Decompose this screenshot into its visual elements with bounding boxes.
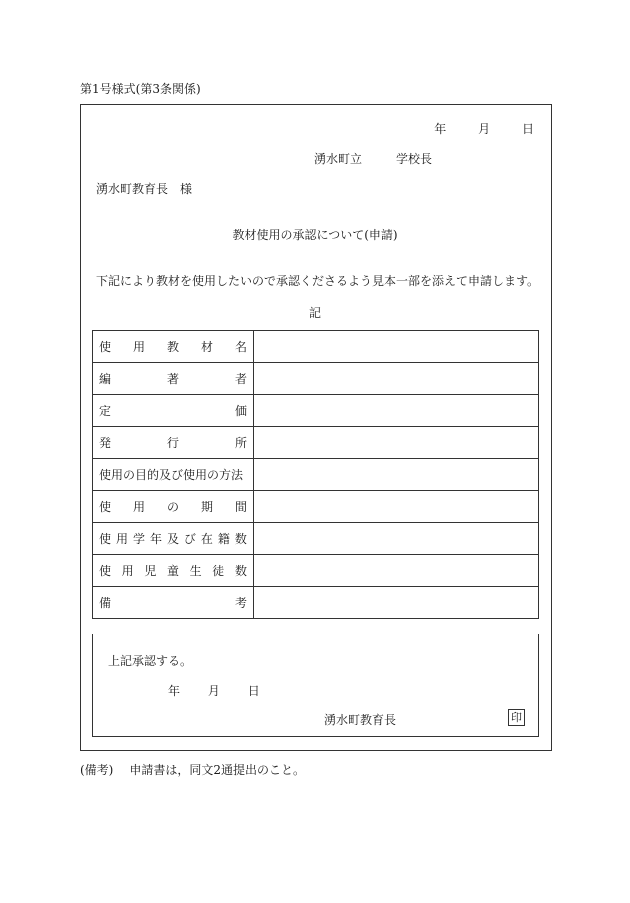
- row-value-field[interactable]: [254, 555, 539, 587]
- row-label: [93, 459, 254, 491]
- row-value-field[interactable]: [254, 523, 539, 555]
- row-label-char: 名: [234, 340, 247, 354]
- row-label-char: 在: [200, 532, 213, 546]
- row-label-char: 及: [166, 532, 179, 546]
- row-label: [93, 555, 254, 587]
- approver-name: 湧水町教育長: [324, 713, 397, 727]
- application-date: [406, 120, 534, 137]
- approval-month-label: 月: [207, 684, 220, 698]
- table-row: [93, 427, 539, 459]
- row-label-char: 数: [234, 532, 247, 546]
- row-label-char: 行: [166, 436, 179, 450]
- table-row: [93, 555, 539, 587]
- row-label-char: 使: [99, 340, 112, 354]
- table-row: [93, 459, 539, 491]
- row-label-char: 数: [234, 564, 247, 578]
- table-row: [93, 587, 539, 619]
- approval-year-label: 年: [168, 684, 181, 698]
- row-label-char: 材: [200, 340, 213, 354]
- month-label: 月: [478, 122, 491, 136]
- row-label-char: 用: [132, 500, 145, 514]
- remarks-label: (備考): [80, 763, 114, 777]
- table-row: [93, 363, 539, 395]
- approval-day-label: 日: [247, 684, 260, 698]
- table-row: [93, 491, 539, 523]
- row-label-char: 学: [132, 532, 145, 546]
- form-number-title: 第1号様式(第3条関係): [80, 82, 201, 96]
- row-label: [93, 523, 254, 555]
- seal-mark: 印: [508, 709, 525, 726]
- row-label-char: 児: [144, 564, 157, 578]
- approval-text: 上記承認する。: [108, 654, 193, 668]
- applicant-school: [314, 150, 432, 167]
- row-label-char: 使: [99, 532, 112, 546]
- row-label-char: 備: [99, 596, 112, 610]
- row-label: [93, 363, 254, 395]
- table-row: [93, 523, 539, 555]
- material-info-table: [92, 330, 539, 619]
- row-value-field[interactable]: [254, 587, 539, 619]
- table-row: [93, 331, 539, 363]
- row-label-char: 編: [99, 372, 112, 386]
- row-label: [93, 587, 254, 619]
- remarks-text: 申請書は，同文2通提出のこと。: [129, 763, 306, 777]
- row-value-field[interactable]: [254, 395, 539, 427]
- row-label-char: 用: [115, 532, 128, 546]
- row-label-char: の: [166, 500, 179, 514]
- day-label: 日: [521, 122, 534, 136]
- row-label-char: 期: [200, 500, 213, 514]
- addressee: 湧水町教育長 様: [96, 182, 193, 196]
- row-label-char: 生: [189, 564, 202, 578]
- approval-section: [92, 634, 539, 737]
- row-value-field[interactable]: [254, 331, 539, 363]
- row-label: [93, 395, 254, 427]
- row-label: [93, 427, 254, 459]
- row-label-char: 考: [234, 596, 247, 610]
- year-label: 年: [434, 122, 447, 136]
- school-suffix: 学校長: [396, 152, 433, 166]
- row-label-char: 者: [234, 372, 247, 386]
- row-label-char: 著: [166, 372, 179, 386]
- row-label-char: 徒: [212, 564, 225, 578]
- row-label-char: び: [183, 532, 196, 546]
- row-label-char: 使: [99, 500, 112, 514]
- row-label-char: 用: [121, 564, 134, 578]
- row-label-char: 年: [149, 532, 162, 546]
- row-label-char: 間: [234, 500, 247, 514]
- row-value-field[interactable]: [254, 363, 539, 395]
- row-label-char: 籍: [217, 532, 230, 546]
- row-label-char: 所: [234, 436, 247, 450]
- approval-date: [168, 682, 284, 699]
- document-title: 教材使用の承認について(申請): [232, 228, 398, 242]
- row-label-char: 童: [166, 564, 179, 578]
- request-body-text: 下記により教材を使用したいので承認くださるよう見本一部を添えて申請します。: [96, 274, 540, 288]
- row-label-char: 教: [166, 340, 179, 354]
- row-label: [93, 331, 254, 363]
- row-label-char: 使: [99, 564, 112, 578]
- row-label-char: 発: [99, 436, 112, 450]
- row-value-field[interactable]: [254, 427, 539, 459]
- row-value-field[interactable]: [254, 491, 539, 523]
- row-label-char: 価: [234, 404, 247, 418]
- ki-heading: 記: [308, 306, 321, 320]
- row-label-char: 用: [132, 340, 145, 354]
- row-label-char: 使用の目的及び使用の方法: [99, 468, 244, 482]
- row-label: [93, 491, 254, 523]
- row-label-char: 定: [99, 404, 112, 418]
- table-row: [93, 395, 539, 427]
- row-value-field[interactable]: [254, 459, 539, 491]
- school-prefix: 湧水町立: [314, 152, 363, 166]
- remarks-note: [80, 761, 305, 778]
